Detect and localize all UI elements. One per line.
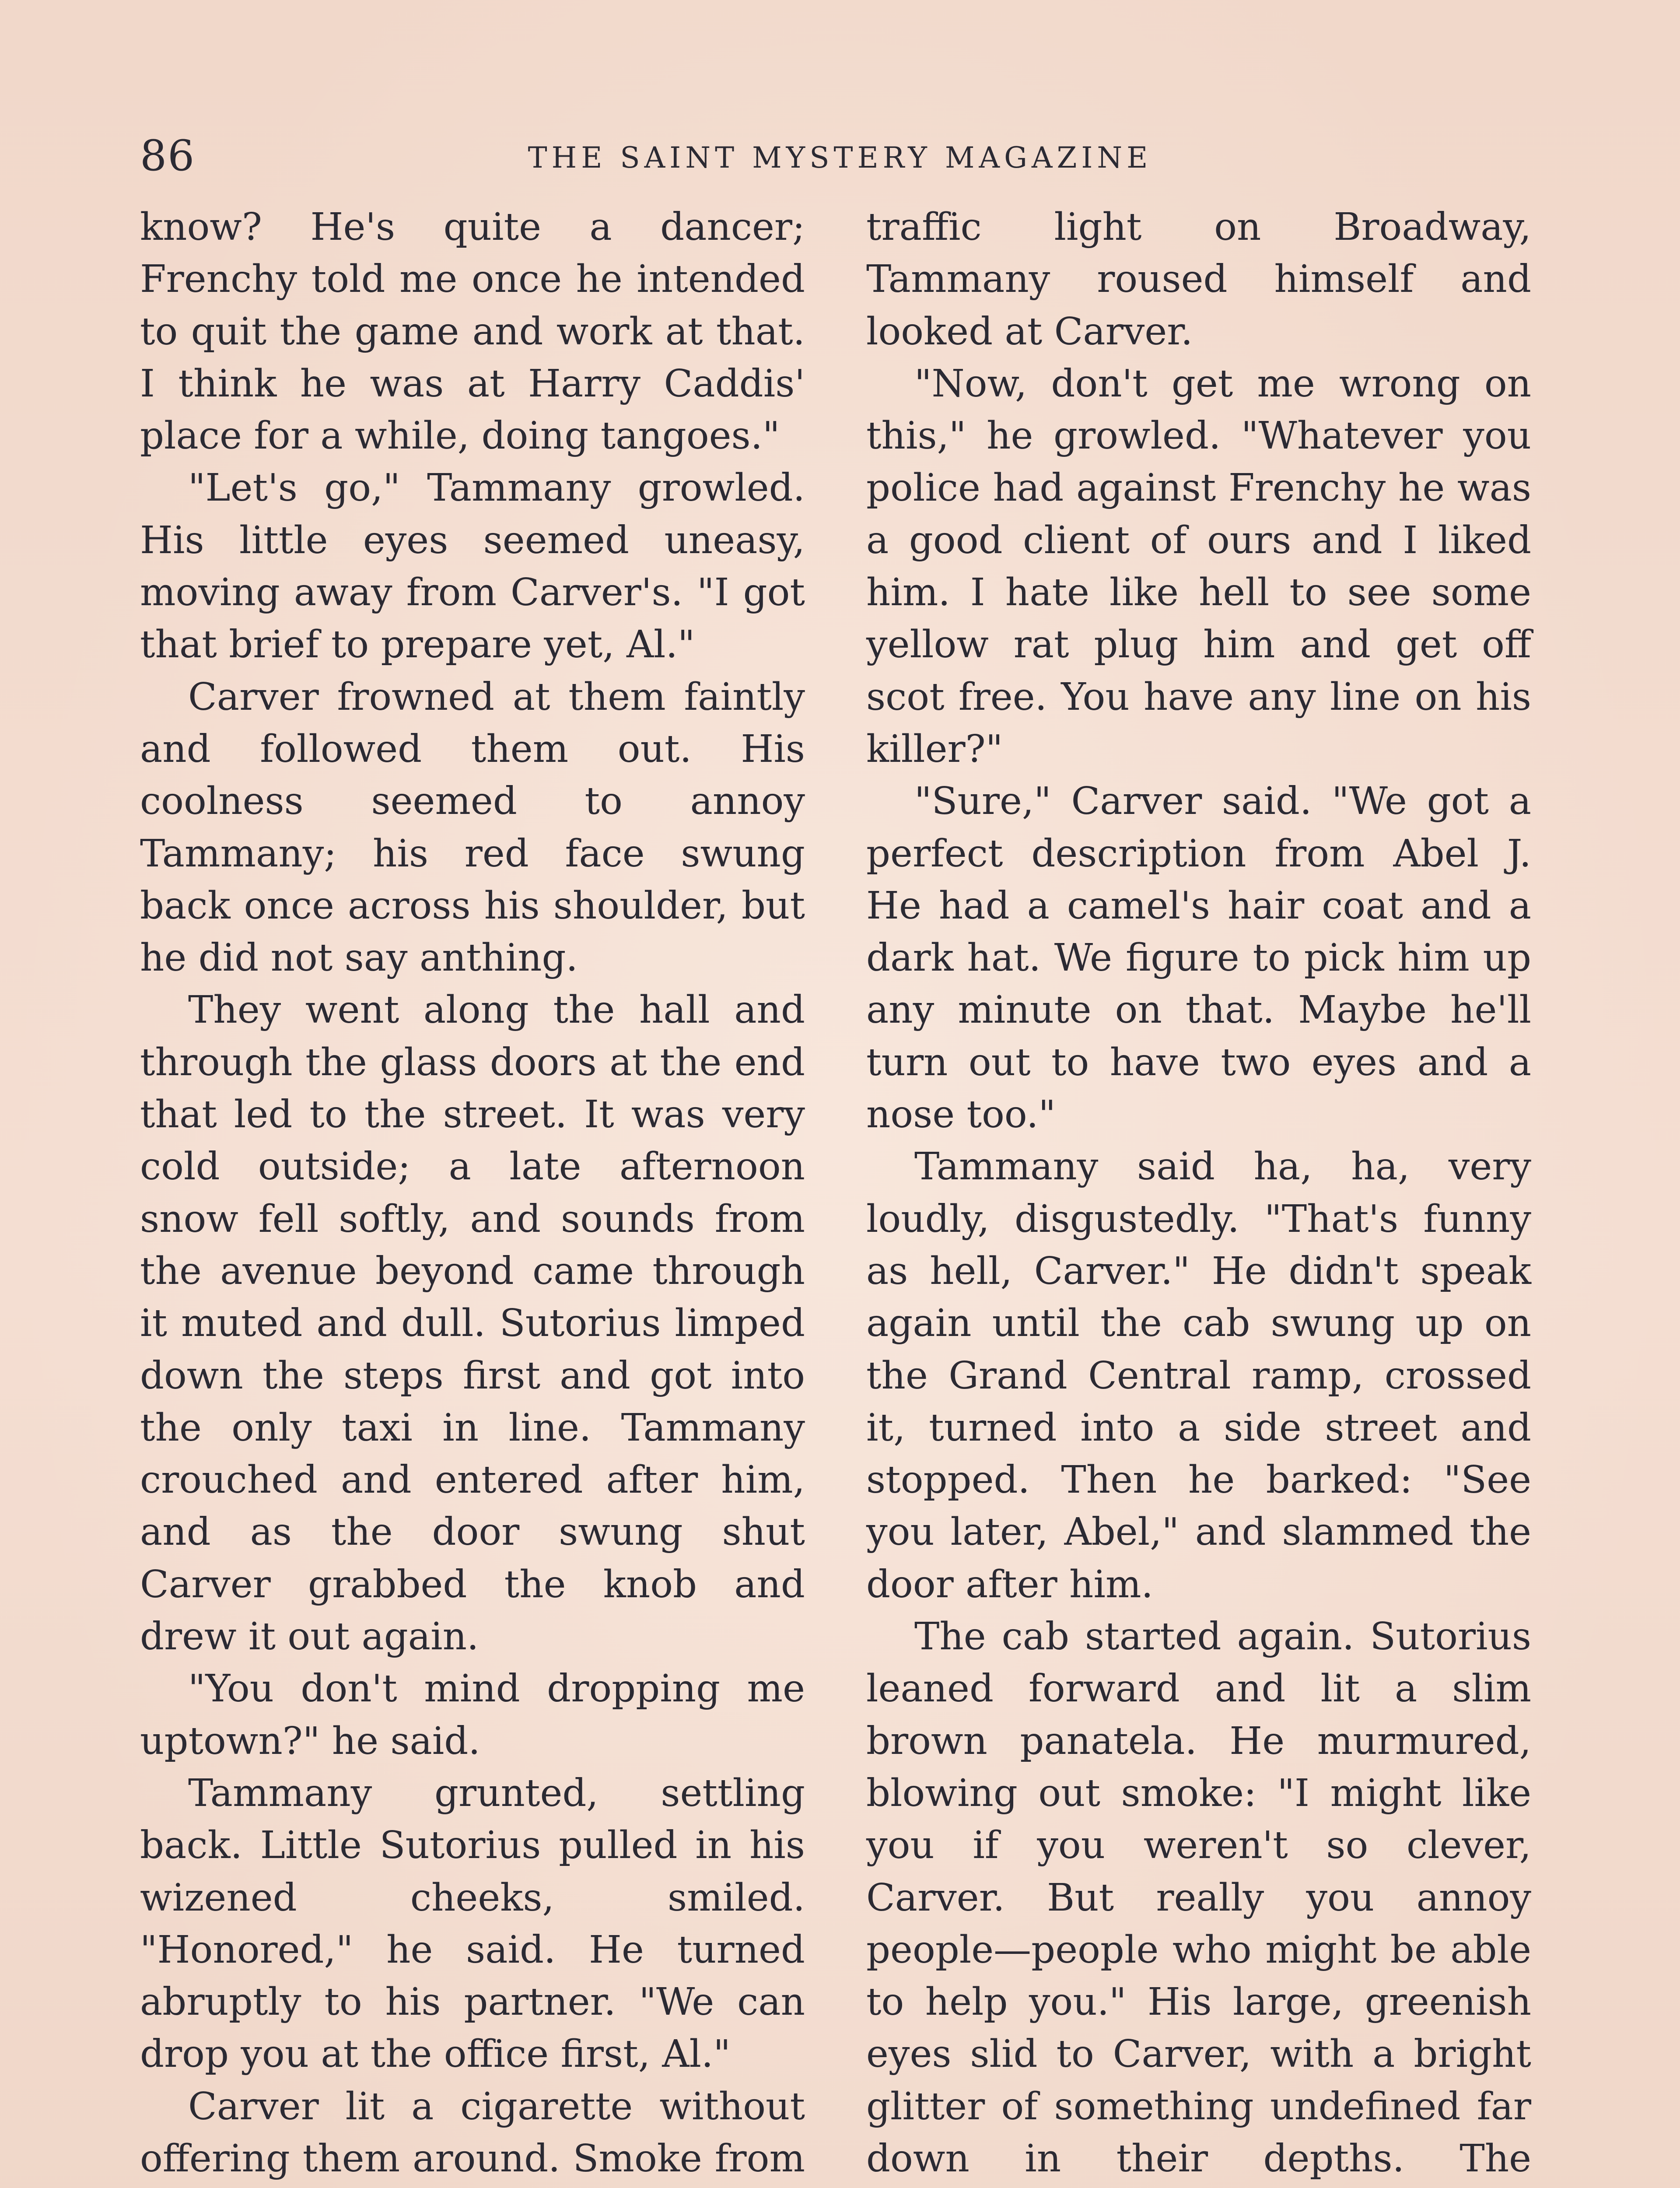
paragraph: Carver lit a cigarette without offering them around. Smoke from bbox=[140, 2084, 805, 2181]
page-header bbox=[140, 131, 1540, 184]
paragraph: Carver frowned at them faintly and followed them out. His coolness seemed to annoy Tammany; his red face swung back once across his shoulder, but he did not say anthing. bbox=[140, 675, 805, 980]
page-number: 86 bbox=[140, 131, 196, 180]
paragraph: "You don't mind dropping me uptown?" he said. bbox=[140, 1667, 805, 1763]
paragraph: Tammany said ha, ha, very loudly, disgustedly. "That's funny as hell, Carver." He didn't speak again until the cab swung up on the Grand Central ramp, crossed it, turned into a side street and stopped. Then he barked: "See you later, Abel," and slammed the door after him. bbox=[866, 1145, 1531, 1606]
paragraph: traffic light on Broadway, Tammany roused himself and looked at Carver. bbox=[866, 205, 1531, 354]
right-column bbox=[866, 201, 1531, 2188]
paragraph: know? He's quite a dancer; Frenchy told me once he intended to quit the game and work at that. I think he was at Harry Caddis' place for a while, doing tangoes." bbox=[140, 205, 805, 458]
paragraph: "Sure," Carver said. "We got a perfect description from Abel J. He had a camel's hair coat and a dark hat. We figure to pick him up any minute on that. Maybe he'll turn out to have two eyes and a nose too." bbox=[866, 779, 1531, 1137]
paragraph: Tammany grunted, settling back. Little Sutorius pulled in his wizened cheeks, smiled. "Honored," he said. He turned abruptly to his partner. "We can drop you at the office first, Al." bbox=[140, 1771, 805, 2076]
paragraph: "Let's go," Tammany growled. His little eyes seemed uneasy, moving away from Carver's. "I got that brief to prepare yet, Al." bbox=[140, 466, 805, 667]
paragraph: The cab started again. Sutorius leaned forward and lit a slim brown panatela. He murmured, blowing out smoke: "I might like you if you weren't so clever, Carver. But really you annoy people—people who might be able to help you." His large, greenish eyes slid to Carver, with a bright glitter of something undefined far down in their depths. The bbox=[866, 1615, 1531, 2181]
running-head: THE SAINT MYSTERY MAGAZINE bbox=[528, 141, 1152, 175]
left-column bbox=[140, 201, 805, 2188]
paragraph: "Now, don't get me wrong on this," he growled. "Whatever you police had against Frenchy he was a good client of ours and I liked him. I hate like hell to see some yellow rat plug him and get off scot free. You have any line on his killer?" bbox=[866, 361, 1531, 771]
paragraph: They went along the hall and through the glass doors at the end that led to the street. It was very cold outside; a late afternoon snow fell softly, and sounds from the avenue beyond came through it muted and dull. Sutorius limped down the steps first and got into the only taxi in line. Tammany crouched and entered after him, and as the door swung shut Carver grabbed the knob and drew it out again. bbox=[140, 988, 805, 1659]
